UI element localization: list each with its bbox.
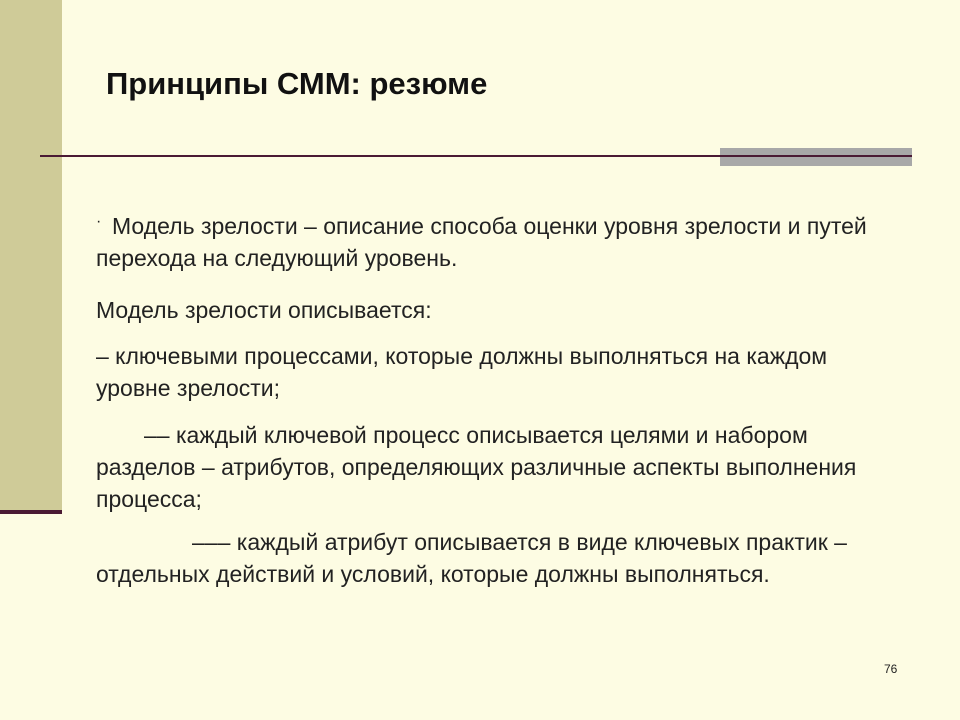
- title-divider-accent-line: [720, 155, 912, 157]
- sidebar-decoration: [0, 0, 62, 510]
- paragraph-key-practices: ––– каждый атрибут описывается в виде ключевых практик – отдельных действий и условий, которые должны выполняться.: [96, 529, 847, 587]
- paragraph-key-processes: – ключевыми процессами, которые должны выполняться на каждом уровне зрелости;: [96, 343, 828, 401]
- page-number: 76: [884, 662, 898, 676]
- paragraph-text: Модель зрелости – описание способа оценки уровня зрелости и путей перехода на следующий уровень.: [96, 213, 867, 271]
- paragraph-described-by: Модель зрелости описывается:: [96, 297, 432, 323]
- slide-title: Принципы СММ: резюме: [106, 66, 488, 101]
- title-divider-accent: [720, 148, 912, 166]
- bullet-dot-icon: ·: [96, 213, 102, 230]
- paragraph-definition: [96, 210, 896, 274]
- sidebar-bottom-rule: [0, 510, 62, 514]
- paragraph-process-attributes: –– каждый ключевой процесс описывается целями и набором разделов – атрибутов, определяющих различные аспекты выполнения процесса;: [96, 422, 857, 512]
